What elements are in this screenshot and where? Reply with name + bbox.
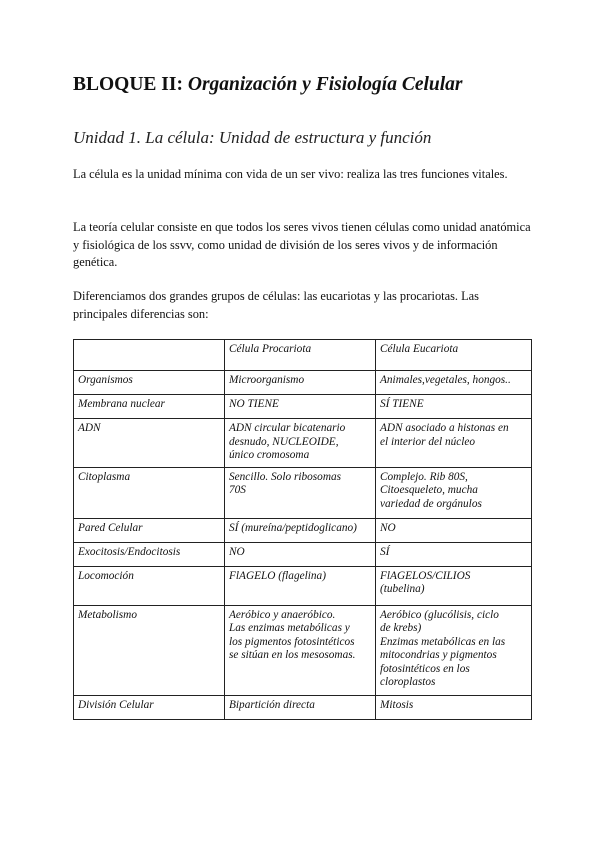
table-row [74,419,532,468]
procariota-cell: SÍ (mureína/peptidoglicano) [225,518,376,542]
procariota-cell: NO [225,542,376,566]
unit-title: Unidad 1. La célula: Unidad de estructura y función [73,128,432,147]
table-row [74,542,532,566]
row-label: Membrana nuclear [74,395,225,419]
eucariota-cell: Animales,vegetales, hongos.. [376,371,532,395]
header-cell-eucariota: Célula Eucariota [376,340,532,371]
cell-comparison-table [73,339,532,720]
table-row [74,395,532,419]
table-row [74,566,532,605]
paragraph-definition: La célula es la unidad mínima con vida de un ser vivo: realiza las tres funciones vitales. [73,167,508,181]
row-label: Exocitosis/Endocitosis [74,542,225,566]
eucariota-cell: Complejo. Rib 80S, Citoesqueleto, mucha variedad de orgánulos [376,467,532,518]
eucariota-cell: NO [376,518,532,542]
eucariota-cell: Aeróbico (glucólisis, ciclo de krebs) Enzimas metabólicas en las mitocondrias y pigmentos fotosintéticos en los cloroplastos [376,605,532,695]
procariota-cell: Bipartición directa [225,695,376,719]
procariota-cell: FlAGELO (flagelina) [225,566,376,605]
row-label: División Celular [74,695,225,719]
paragraph-cell-groups: Diferenciamos dos grandes grupos de células: las eucariotas y las procariotas. Las principales diferencias son: [73,289,479,321]
row-label: Locomoción [74,566,225,605]
table-row [74,371,532,395]
procariota-cell: Aeróbico y anaeróbico. Las enzimas metabólicas y los pigmentos fotosintéticos se sitúan en los mesosomas. [225,605,376,695]
row-label: Citoplasma [74,467,225,518]
eucariota-cell: ADN asociado a histonas en el interior del núcleo [376,419,532,468]
row-label: ADN [74,419,225,468]
eucariota-cell: SÍ [376,542,532,566]
procariota-cell: Sencillo. Solo ribosomas 70S [225,467,376,518]
header-cell-procariota: Célula Procariota [225,340,376,371]
table-header-row [74,340,532,371]
header-cell-empty [74,340,225,371]
table-row [74,605,532,695]
table-row [74,695,532,719]
row-label: Metabolismo [74,605,225,695]
block-title-prefix: BLOQUE II: [73,74,188,95]
eucariota-cell: FlAGELOS/CILIOS (tubelina) [376,566,532,605]
paragraph-cell-theory: La teoría celular consiste en que todos los seres vivos tienen células como unidad anatómica y fisiológica de los ssvv, como unidad de división de los seres vivos y de información genética. [73,220,531,269]
table-row [74,467,532,518]
block-title [73,74,573,96]
row-label: Organismos [74,371,225,395]
block-title-topic: Organización y Fisiología Celular [187,74,463,95]
eucariota-cell: SÍ TIENE [376,395,532,419]
table-row [74,518,532,542]
eucariota-cell: Mitosis [376,695,532,719]
row-label: Pared Celular [74,518,225,542]
procariota-cell: NO TIENE [225,395,376,419]
procariota-cell: ADN circular bicatenario desnudo, NUCLEOIDE, único cromosoma [225,419,376,468]
procariota-cell: Microorganismo [225,371,376,395]
